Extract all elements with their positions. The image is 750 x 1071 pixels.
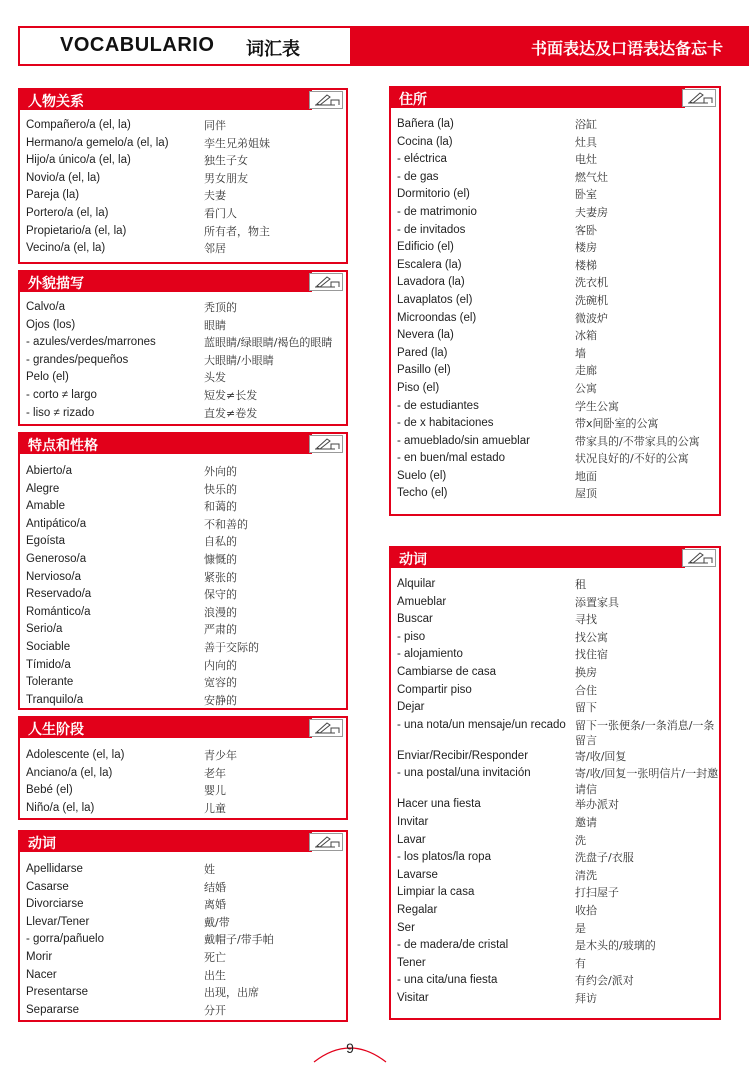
spanish-term: Hacer una fiesta	[397, 798, 481, 811]
chinese-translation: 状况良好的/不好的公寓	[575, 452, 689, 466]
spanish-term: Anciano/a (el, la)	[26, 766, 113, 779]
vocab-row	[26, 949, 342, 967]
pencil-note-icon	[309, 833, 343, 851]
vocab-row	[397, 920, 715, 938]
vocab-row	[26, 516, 342, 534]
spanish-term: Bebé (el)	[26, 784, 73, 797]
chinese-translation: 保守的	[204, 588, 237, 602]
chinese-translation: 同伴	[204, 119, 226, 132]
chinese-translation: 老年	[204, 766, 226, 780]
chinese-translation: 公寓	[575, 381, 597, 395]
vocab-row	[397, 699, 715, 717]
spanish-term: Hermano/a gemelo/a (el, la)	[26, 136, 169, 149]
spanish-term: Cambiarse de casa	[397, 665, 497, 678]
header-left	[20, 28, 350, 64]
vocab-row	[26, 782, 342, 800]
vocab-row	[26, 657, 342, 675]
vocab-row	[397, 611, 715, 629]
vocab-row	[397, 796, 715, 814]
section-relations	[18, 88, 348, 264]
spanish-term: Dormitorio (el)	[397, 188, 470, 201]
spanish-term: Separarse	[26, 1003, 80, 1016]
spanish-term: Tolerante	[26, 676, 74, 689]
vocab-row	[397, 990, 715, 1008]
chinese-translation: 租	[575, 578, 586, 591]
vocab-row	[26, 765, 342, 783]
pencil-note-icon	[309, 91, 343, 109]
header-title: VOCABULARIO	[60, 34, 215, 56]
chinese-translation: 离婚	[204, 898, 226, 912]
spanish-term: Invitar	[397, 815, 429, 828]
chinese-translation: 夫妻	[204, 189, 226, 203]
vocab-row	[26, 967, 342, 985]
vocab-row	[26, 621, 342, 639]
chinese-translation: 孪生兄弟姐妹	[204, 136, 270, 150]
vocab-row	[397, 362, 715, 380]
vocab-row	[26, 352, 342, 370]
chinese-translation: 出生	[204, 968, 226, 982]
spanish-term: Ser	[397, 921, 415, 934]
chinese-translation: 短发≠长发	[204, 388, 258, 402]
chinese-translation: 邀请	[575, 815, 597, 829]
chinese-translation: 屋顶	[575, 487, 597, 501]
chinese-translation: 死亡	[204, 950, 226, 964]
vocab-row	[397, 468, 715, 486]
chinese-translation: 换房	[575, 665, 597, 679]
vocab-row	[26, 405, 342, 423]
chinese-translation: 直发≠卷发	[204, 406, 258, 420]
chinese-translation: 外向的	[204, 465, 237, 478]
spanish-term: Piso (el)	[397, 381, 440, 394]
pencil-icon	[686, 91, 714, 105]
pencil-note-icon	[682, 549, 716, 567]
chinese-translation: 留下	[575, 701, 597, 715]
vocab-row	[26, 879, 342, 897]
chinese-translation: 有约会/派对	[575, 974, 634, 988]
chinese-translation: 浪漫的	[204, 605, 237, 619]
chinese-translation: 出现，出席	[204, 986, 259, 1000]
pencil-icon	[313, 721, 341, 735]
spanish-term: - de matrimonio	[397, 205, 477, 218]
chinese-translation: 头发	[204, 371, 226, 385]
chinese-translation: 宽容的	[204, 676, 237, 690]
spanish-term: Techo (el)	[397, 487, 448, 500]
spanish-term: - una postal/una invitación	[397, 767, 531, 780]
chinese-translation: 善于交际的	[204, 640, 259, 654]
spanish-term: Llevar/Tener	[26, 915, 90, 928]
section-title: 住所	[399, 91, 427, 107]
spanish-term: - amueblado/sin amueblar	[397, 434, 530, 447]
chinese-translation: 寻找	[575, 613, 597, 627]
spanish-term: Compartir piso	[397, 683, 472, 696]
spanish-term: Tranquilo/a	[26, 693, 84, 706]
spanish-term: Suelo (el)	[397, 469, 447, 482]
vocab-row	[397, 576, 715, 594]
spanish-term: Alegre	[26, 482, 60, 495]
spanish-term: Sociable	[26, 640, 71, 653]
vocab-row	[26, 498, 342, 516]
chinese-translation: 走廊	[575, 364, 597, 378]
vocab-row	[26, 205, 342, 223]
chinese-translation: 楼房	[575, 241, 597, 255]
vocab-row	[26, 984, 342, 1002]
vocab-row	[397, 222, 715, 240]
spanish-term: Amable	[26, 500, 65, 513]
chinese-translation: 找住宿	[575, 648, 608, 662]
vocab-row	[397, 682, 715, 700]
vocab-row	[26, 187, 342, 205]
vocab-row	[26, 604, 342, 622]
spanish-term: Antipático/a	[26, 517, 87, 530]
spanish-term: Pared (la)	[397, 346, 448, 359]
spanish-term: Lavaplatos (el)	[397, 293, 473, 306]
chinese-translation: 拜访	[575, 991, 597, 1005]
chinese-translation: 燃气灶	[575, 170, 608, 184]
spanish-term: - eléctrica	[397, 153, 447, 166]
chinese-translation: 有	[575, 956, 586, 970]
spanish-term: Enviar/Recibir/Responder	[397, 749, 529, 762]
section-title: 特点和性格	[28, 437, 98, 453]
chinese-translation: 寄/收/回复	[575, 749, 627, 763]
spanish-term: Visitar	[397, 991, 429, 1004]
vocab-row	[26, 481, 342, 499]
spanish-term: - de gas	[397, 170, 439, 183]
vocab-row	[397, 884, 715, 902]
section-appearance	[18, 270, 348, 426]
chinese-translation: 合住	[575, 683, 597, 697]
vocab-row	[26, 551, 342, 569]
chinese-translation: 冰箱	[575, 329, 597, 343]
spanish-term: Divorciarse	[26, 898, 84, 911]
spanish-term: Niño/a (el, la)	[26, 801, 95, 814]
chinese-translation: 自私的	[204, 535, 237, 549]
spanish-term: - de x habitaciones	[397, 417, 494, 430]
vocab-row	[26, 387, 342, 405]
vocab-row	[397, 629, 715, 647]
chinese-translation: 婴儿	[204, 784, 226, 798]
chinese-translation: 严肃的	[204, 623, 237, 637]
page-footer	[310, 1036, 390, 1066]
vocab-row	[397, 646, 715, 664]
section-title: 人物关系	[28, 93, 84, 109]
pencil-icon	[313, 275, 341, 289]
spanish-term: Hijo/a único/a (el, la)	[26, 154, 131, 167]
vocab-row	[397, 937, 715, 955]
section-character	[18, 432, 348, 710]
chinese-translation: 大眼睛/小眼睛	[204, 353, 274, 367]
vocab-row	[26, 914, 342, 932]
spanish-term: Apellidarse	[26, 863, 83, 875]
chinese-translation: 举办派对	[575, 798, 619, 812]
spanish-term: Morir	[26, 950, 53, 963]
spanish-term: - de estudiantes	[397, 399, 479, 412]
spanish-term: - piso	[397, 630, 426, 643]
vocab-row	[26, 569, 342, 587]
spanish-term: Calvo/a	[26, 301, 65, 313]
chinese-translation: 看门人	[204, 206, 237, 220]
vocab-row	[26, 152, 342, 170]
chinese-translation: 戴帽子/带手帕	[204, 933, 274, 947]
chinese-translation: 结婚	[204, 880, 226, 894]
vocab-row	[26, 223, 342, 241]
section-title: 动词	[399, 551, 427, 567]
vocab-row	[26, 586, 342, 604]
spanish-term: Cocina (la)	[397, 135, 453, 148]
chinese-translation: 客卧	[575, 223, 597, 237]
vocab-row	[397, 186, 715, 204]
spanish-term: Edificio (el)	[397, 241, 454, 254]
vocab-row	[397, 398, 715, 416]
spanish-term: - azules/verdes/marrones	[26, 336, 156, 349]
chinese-translation: 慷慨的	[204, 552, 237, 566]
pencil-note-icon	[309, 719, 343, 737]
vocab-row	[397, 717, 715, 748]
chinese-translation: 添置家具	[575, 595, 619, 609]
header-title-cn: 词汇表	[246, 39, 300, 59]
spanish-term: Regalar	[397, 903, 438, 916]
chinese-translation: 带x间卧室的公寓	[575, 417, 659, 431]
vocab-row	[397, 169, 715, 187]
vocab-row	[397, 151, 715, 169]
spanish-term: - una nota/un mensaje/un recado	[397, 718, 566, 731]
spanish-term: Novio/a (el, la)	[26, 171, 101, 184]
vocab-row	[397, 380, 715, 398]
spanish-term: Pareja (la)	[26, 189, 80, 202]
vocab-row	[26, 240, 342, 258]
chinese-translation: 浴缸	[575, 118, 597, 131]
chinese-translation: 留下一张便条/一条消息/一条留言	[575, 718, 715, 748]
chinese-translation: 邻居	[204, 242, 226, 256]
spanish-term: Microondas (el)	[397, 311, 477, 324]
vocab-row	[397, 485, 715, 503]
section-title: 外貌描写	[28, 275, 84, 291]
chinese-translation: 紧张的	[204, 570, 237, 584]
vocab-row	[26, 170, 342, 188]
spanish-term: Pelo (el)	[26, 371, 69, 384]
chinese-translation: 秃顶的	[204, 301, 237, 314]
spanish-term: - una cita/una fiesta	[397, 974, 498, 987]
vocab-row	[397, 415, 715, 433]
vocab-row	[397, 345, 715, 363]
spanish-term: Alquilar	[397, 578, 436, 590]
section-verbs-right	[389, 546, 721, 1020]
vocab-row	[397, 972, 715, 990]
chinese-translation: 寄/收/回复一张明信片/一封邀请信	[575, 767, 719, 796]
pencil-icon	[313, 835, 341, 849]
chinese-translation: 洗	[575, 833, 586, 847]
vocab-row	[26, 896, 342, 914]
chinese-translation: 独生子女	[204, 154, 248, 168]
chinese-translation: 不和善的	[204, 517, 248, 531]
vocab-row	[397, 310, 715, 328]
chinese-translation: 找公寓	[575, 630, 608, 644]
vocab-row	[26, 1002, 342, 1020]
chinese-translation: 是木头的/玻璃的	[575, 939, 656, 953]
spanish-term: - liso ≠ rizado	[26, 406, 95, 419]
vocab-row	[397, 902, 715, 920]
spanish-term: Lavadora (la)	[397, 276, 465, 289]
spanish-term: Portero/a (el, la)	[26, 206, 109, 219]
vocab-row	[26, 692, 342, 710]
vocab-row	[397, 765, 719, 796]
spanish-term: Propietario/a (el, la)	[26, 224, 127, 237]
chinese-translation: 夫妻房	[575, 205, 608, 219]
vocab-row	[26, 334, 342, 352]
spanish-term: Ojos (los)	[26, 318, 76, 331]
vocab-row	[26, 931, 342, 949]
section-housing	[389, 86, 721, 516]
spanish-term: Pasillo (el)	[397, 364, 451, 377]
vocab-row	[397, 955, 715, 973]
vocab-row	[397, 814, 715, 832]
chinese-translation: 打扫屋子	[575, 886, 619, 900]
vocab-row	[397, 450, 715, 468]
vocab-row	[397, 433, 715, 451]
vocab-row	[397, 257, 715, 275]
chinese-translation: 和蔼的	[204, 500, 237, 514]
chinese-translation: 蓝眼睛/绿眼睛/褐色的眼睛	[204, 336, 333, 350]
vocab-row	[26, 861, 342, 879]
chinese-translation: 清洗	[575, 868, 597, 882]
chinese-translation: 所有者，物主	[204, 224, 270, 238]
vocab-row	[397, 594, 715, 612]
spanish-term: Buscar	[397, 613, 433, 626]
vocab-row	[26, 117, 342, 135]
vocab-row	[397, 134, 715, 152]
page-header	[18, 26, 749, 66]
pencil-icon	[313, 93, 341, 107]
chinese-translation: 学生公寓	[575, 399, 619, 413]
spanish-term: - en buen/mal estado	[397, 452, 506, 465]
section-title: 动词	[28, 835, 56, 851]
chinese-translation: 楼梯	[575, 258, 597, 272]
vocab-row	[26, 317, 342, 335]
vocab-row	[397, 748, 715, 766]
spanish-term: Tímido/a	[26, 658, 71, 671]
chinese-translation: 分开	[204, 1003, 226, 1017]
chinese-translation: 带家具的/不带家具的公寓	[575, 434, 700, 448]
spanish-term: Egoísta	[26, 535, 65, 548]
spanish-term: Escalera (la)	[397, 258, 462, 271]
vocab-row	[397, 204, 715, 222]
spanish-term: - de madera/de cristal	[397, 939, 509, 952]
spanish-term: Presentarse	[26, 986, 89, 999]
vocab-row	[26, 674, 342, 692]
chinese-translation: 男女朋友	[204, 171, 248, 185]
spanish-term: - alojamiento	[397, 648, 463, 661]
spanish-term: Nevera (la)	[397, 329, 454, 342]
spanish-term: - gorra/pañuelo	[26, 933, 104, 946]
spanish-term: Dejar	[397, 701, 425, 714]
vocab-row	[397, 832, 715, 850]
chinese-translation: 姓	[204, 863, 215, 876]
spanish-term: Casarse	[26, 880, 69, 893]
vocab-row	[397, 274, 715, 292]
vocab-row	[26, 369, 342, 387]
spanish-term: Amueblar	[397, 595, 447, 608]
chinese-translation: 灶具	[575, 135, 597, 149]
vocab-row	[26, 533, 342, 551]
spanish-term: Compañero/a (el, la)	[26, 119, 131, 131]
pencil-icon	[686, 551, 714, 565]
vocab-row	[26, 747, 342, 765]
chinese-translation: 戴/带	[204, 915, 230, 929]
spanish-term: Abierto/a	[26, 465, 73, 477]
spanish-term: Serio/a	[26, 623, 63, 636]
vocab-row	[26, 463, 342, 481]
spanish-term: - los platos/la ropa	[397, 851, 491, 864]
vocab-row	[397, 292, 715, 310]
pencil-note-icon	[309, 273, 343, 291]
vocab-row	[397, 239, 715, 257]
spanish-term: Nacer	[26, 968, 57, 981]
vocab-row	[397, 849, 715, 867]
spanish-term: Tener	[397, 956, 426, 969]
chinese-translation: 洗盘子/衣服	[575, 851, 634, 865]
vocab-row	[397, 664, 715, 682]
chinese-translation: 墙	[575, 346, 586, 360]
pencil-note-icon	[309, 435, 343, 453]
vocab-row	[26, 800, 342, 818]
chinese-translation: 洗碗机	[575, 293, 608, 307]
vocab-row	[397, 116, 715, 134]
section-life-stages	[18, 716, 348, 820]
chinese-translation: 卧室	[575, 188, 597, 202]
chinese-translation: 是	[575, 921, 586, 935]
chinese-translation: 快乐的	[204, 482, 237, 496]
chinese-translation: 儿童	[204, 801, 226, 815]
vocab-row	[26, 135, 342, 153]
spanish-term: Limpiar la casa	[397, 886, 475, 899]
chinese-translation: 青少年	[204, 749, 237, 762]
chinese-translation: 微波炉	[575, 311, 608, 325]
spanish-term: Vecino/a (el, la)	[26, 242, 106, 255]
section-title: 人生阶段	[28, 721, 84, 737]
section-verbs-left	[18, 830, 348, 1022]
spanish-term: Reservado/a	[26, 588, 92, 601]
chinese-translation: 地面	[575, 469, 597, 483]
header-subtitle: 书面表达及口语表达备忘卡	[530, 41, 723, 58]
spanish-term: Adolescente (el, la)	[26, 749, 125, 761]
spanish-term: - grandes/pequeños	[26, 353, 129, 366]
pencil-icon	[313, 437, 341, 451]
spanish-term: Bañera (la)	[397, 118, 454, 130]
page-number: 9	[346, 1040, 354, 1056]
spanish-term: Lavar	[397, 833, 426, 846]
spanish-term: Nervioso/a	[26, 570, 81, 583]
spanish-term: Romántico/a	[26, 605, 91, 618]
chinese-translation: 收拾	[575, 903, 597, 917]
vocab-row	[397, 867, 715, 885]
vocab-row	[26, 299, 342, 317]
vocab-row	[397, 327, 715, 345]
spanish-term: - corto ≠ largo	[26, 388, 97, 401]
spanish-term: Lavarse	[397, 868, 438, 881]
header-right	[350, 28, 747, 64]
chinese-translation: 洗衣机	[575, 276, 608, 290]
spanish-term: - de invitados	[397, 223, 466, 236]
spanish-term: Generoso/a	[26, 552, 87, 565]
chinese-translation: 内向的	[204, 658, 237, 672]
vocab-row	[26, 639, 342, 657]
pencil-note-icon	[682, 89, 716, 107]
chinese-translation: 眼睛	[204, 318, 226, 332]
chinese-translation: 安静的	[204, 693, 237, 707]
chinese-translation: 电灶	[575, 153, 597, 167]
